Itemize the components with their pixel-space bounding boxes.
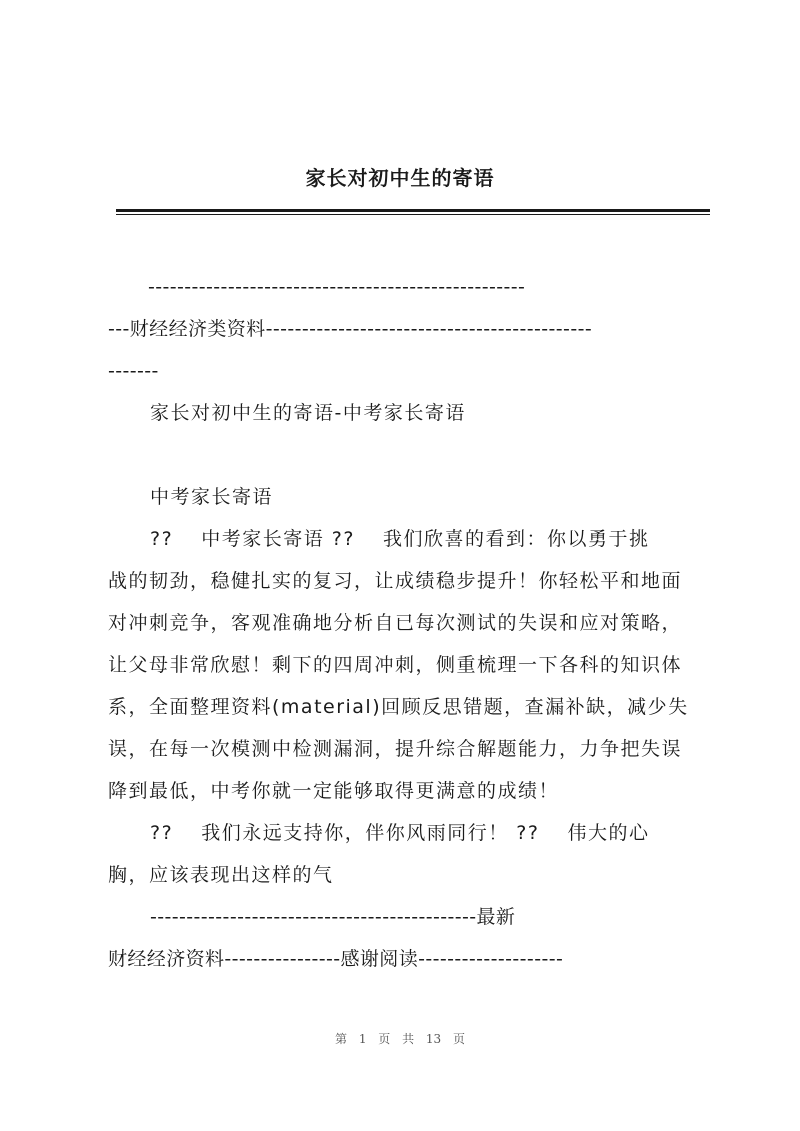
paragraph-line: ?? 中考家长寄语 ?? 我们欣喜的看到：你以勇于挑 <box>150 528 650 550</box>
header-dashes-line-3: ------- <box>108 360 159 382</box>
paragraph-line: 降到最低，中考你就一定能够取得更满意的成绩！ <box>108 780 560 802</box>
paragraph-line: 战的韧劲，稳健扎实的复习，让成绩稳步提升！你轻松平和地面 <box>108 570 683 592</box>
section-heading: 中考家长寄语 <box>150 486 274 508</box>
paragraph-line: ?? 我们永远支持你，伴你风雨同行！ ?? 伟大的心 <box>150 822 650 844</box>
paragraph-line: 系，全面整理资料(material)回顾反思错题，查漏补缺，减少失 <box>108 696 689 718</box>
page-title: 家长对初中生的寄语 <box>305 166 495 190</box>
title-underline-thin <box>116 214 710 215</box>
subtitle: 家长对初中生的寄语-中考家长寄语 <box>150 402 466 424</box>
paragraph-line: 误，在每一次模测中检测漏洞，提升综合解题能力，力争把失误 <box>108 738 683 760</box>
paragraph-line: 让父母非常欣慰！剩下的四周冲刺，侧重梳理一下各科的知识体 <box>108 654 683 676</box>
header-dashes-line-2: ---财经经济类资料--------------------------------------------- <box>108 318 593 340</box>
closing-line-1: ---------------------------------------------最新 <box>150 906 516 928</box>
page-number: 第 1 页 共 13 页 <box>335 1032 465 1046</box>
header-dashes-line-1: ---------------------------------------------------- <box>148 276 526 298</box>
closing-line-2: 财经经济资料----------------感谢阅读-------------------- <box>108 948 564 970</box>
paragraph-line: 对冲刺竞争，客观准确地分析自已每次测试的失误和应对策略， <box>108 612 683 634</box>
title-underline-thick <box>116 209 710 212</box>
paragraph-line: 胸，应该表现出这样的气 <box>108 864 334 886</box>
